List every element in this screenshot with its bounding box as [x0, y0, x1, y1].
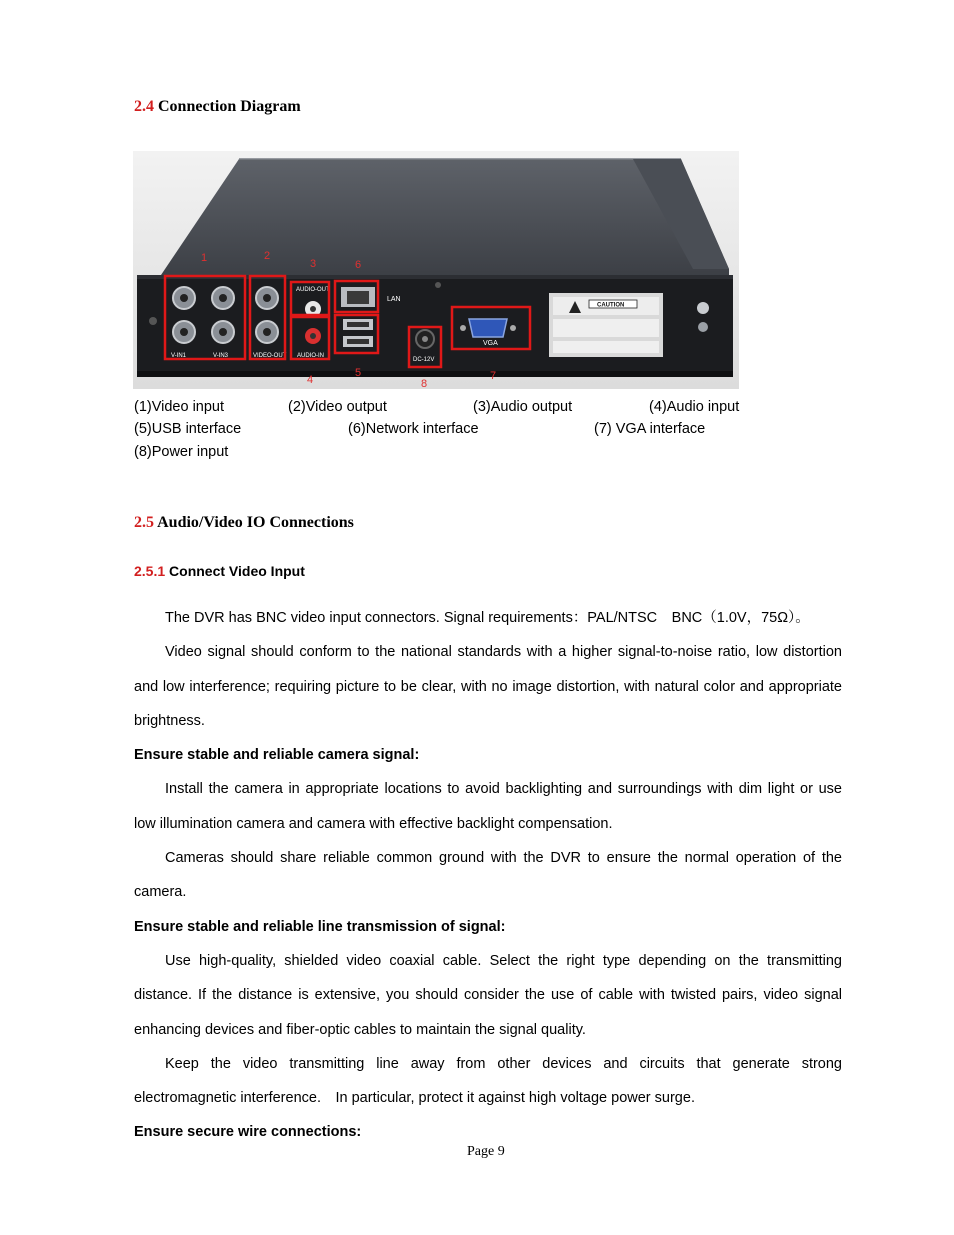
subsection-title: Connect Video Input: [169, 563, 305, 579]
caption-vga-interface: (7) VGA interface: [594, 421, 706, 437]
caption-network-interface: (6)Network interface: [348, 421, 479, 437]
section-title: Connection Diagram: [158, 98, 301, 115]
dvr-rear-panel-photo: [133, 151, 739, 389]
bold-heading-wire-connections: Ensure secure wire connections:: [134, 1124, 362, 1141]
audio-in-label: AUDIO-IN: [297, 353, 324, 359]
page-number: Page 9: [467, 1144, 505, 1159]
paragraph-coaxial-cable: Use high-quality, shielded video coaxial cable. Select the right type depending on the transmitting distance. If the distance is extensive, you should consider the use of cable with twisted pairs, video signal enhancing devices and fiber-optic cables to maintain the signal quality.: [134, 952, 842, 1038]
caption-audio-output: (3)Audio output: [473, 399, 573, 415]
video-out-label: VIDEO-OUT: [253, 353, 287, 359]
callout-1: 1: [201, 252, 208, 264]
callout-8: 8: [421, 378, 428, 389]
body-text: [134, 601, 842, 1150]
caption-usb-interface: (5)USB interface: [134, 421, 242, 437]
section-heading-2-5: [134, 514, 354, 532]
bold-heading-camera-signal: Ensure stable and reliable camera signal:: [134, 747, 420, 764]
paragraph-interference: Keep the video transmitting line away from other devices and circuits that generate strong electromagnetic interference. In particular, protect it against high voltage power surge.: [134, 1055, 842, 1107]
callout-5: 5: [355, 367, 362, 379]
vga-label: VGA: [483, 340, 498, 347]
section-number: 2.5: [134, 514, 154, 531]
caption-video-input: (1)Video input: [134, 399, 225, 415]
callout-3: 3: [310, 258, 317, 270]
section-number: 2.4: [134, 98, 154, 115]
section-title: Audio/Video IO Connections: [157, 514, 354, 531]
vin3-label: V-IN3: [213, 353, 229, 359]
paragraph-common-ground: Cameras should share reliable common ground with the DVR to ensure the normal operation of the camera.: [134, 850, 842, 901]
paragraph-signal-requirements: The DVR has BNC video input connectors. Signal requirements：PAL/NTSC BNC（1.0V，75Ω）。: [165, 610, 810, 626]
caution-label: CAUTION: [597, 302, 625, 309]
caption-audio-input: (4)Audio input: [649, 399, 740, 415]
callout-4: 4: [307, 374, 314, 386]
caption-power-input: (8)Power input: [134, 444, 229, 460]
dc-label: DC-12V: [413, 357, 435, 363]
paragraph-camera-install: Install the camera in appropriate locations to avoid backlighting and surroundings with dim light or use low illumination camera and camera with effective backlight compensation.: [134, 781, 842, 832]
subsection-heading-2-5-1: [134, 563, 305, 579]
vin1-label: V-IN1: [171, 353, 187, 359]
subsection-number: 2.5.1: [134, 563, 166, 579]
audio-out-label: AUDIO-OUT: [296, 287, 330, 293]
callout-7: 7: [490, 370, 497, 382]
lan-label: LAN: [387, 296, 401, 303]
bold-heading-line-transmission: Ensure stable and reliable line transmission of signal:: [134, 918, 506, 935]
paragraph-video-signal: Video signal should conform to the national standards with a higher signal-to-noise ratio, low distortion and low interference; requiring picture to be clear, with no image distortion, with natural color and appropriate brightness.: [134, 644, 842, 729]
caption-video-output: (2)Video output: [288, 399, 387, 415]
callout-6: 6: [355, 259, 362, 271]
section-heading-2-4: [134, 98, 301, 116]
callout-2: 2: [264, 250, 271, 262]
